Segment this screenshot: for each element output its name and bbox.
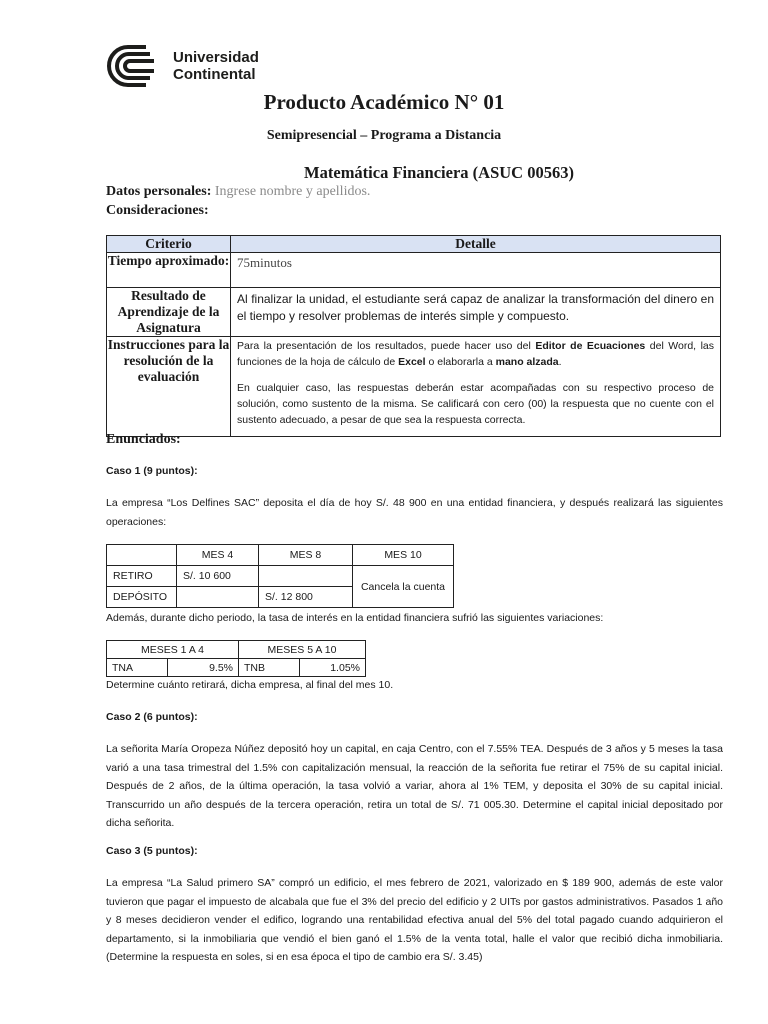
name-input-placeholder[interactable]: Ingrese nombre y apellidos. [214, 184, 371, 199]
rates-table [106, 640, 366, 677]
table-cell: MES 10 [353, 545, 454, 566]
table-cell: MES 8 [259, 545, 353, 566]
criterion-cell: Instrucciones para la resolución de la evaluación [107, 337, 231, 437]
criteria-header-criterion: Criterio [107, 236, 231, 253]
table-cell [259, 566, 353, 587]
table-cell: TNA [107, 659, 168, 677]
document-title: Producto Académico N° 01 [263, 90, 505, 114]
table-cell: MES 4 [177, 545, 259, 566]
logo-wordmark: Universidad Continental [173, 49, 259, 83]
criterion-cell: Resultado de Aprendizaje de la Asignatura [107, 288, 231, 337]
case2-text: La señorita María Oropeza Núñez depositó hoy un capital, en caja Centro, con el 7.55% TEA. Después de 3 años y 5 meses la tasa varió a una tasa trimestral del 1.5% con capitalización mensual, la reacción de la señorita fue retirar el 75% de su capital inicial. Después de 2 años, de la última operación, la tasa volvió a variar, ahora al 1% TEM, y deposita el 30% de su capital inicial. Transcurrido un año después de la tercera operación, retira un total de S/. 71 005.30. Determine el capital inicial depositado por dicha señorita. [106, 743, 723, 829]
instructions-paragraph: En cualquier caso, las respuestas deberán estar acompañadas con su respectivo proceso de solución, como sustento de la misma. Se calificará con cero (00) la respuesta que no cuente con el sustento adecuado, a pesar de que sea la respuesta correcta. [237, 382, 714, 426]
table-cell: 9.5% [168, 659, 239, 677]
course-name: Matemática Financiera (ASUC 00563) [304, 163, 574, 182]
personal-data-label: Datos personales: [106, 184, 212, 199]
case1-text: La empresa “Los Delfines SAC” deposita el día de hoy S/. 48 900 en una entidad financiera, y después realizará las siguientes operaciones: [106, 497, 723, 528]
case1-text2: Además, durante dicho periodo, la tasa de interés en la entidad financiera sufrió las siguientes variaciones: [106, 612, 604, 624]
case3-heading: Caso 3 (5 puntos): [106, 845, 198, 857]
table-cell: 1.05% [300, 659, 366, 677]
criterion-cell: Tiempo aproximado: [107, 253, 231, 288]
personal-data-line [106, 184, 370, 200]
table-cell [177, 587, 259, 608]
continental-logo-icon [106, 44, 164, 88]
table-cell: S/. 10 600 [177, 566, 259, 587]
case1-question: Determine cuánto retirará, dicha empresa, al final del mes 10. [106, 679, 394, 691]
criteria-header-detail: Detalle [231, 236, 721, 253]
table-row [107, 337, 721, 437]
detail-cell: Al finalizar la unidad, el estudiante será capaz de analizar la transformación del dinero en el tiempo y resolver problemas de interés simple y compuesto. [231, 288, 721, 337]
table-row [107, 566, 454, 587]
instructions-paragraph: Para la presentación de los resultados, puede hacer uso del Editor de Ecuaciones del Word, las funciones de la hoja de cálculo de Excel o elaborarla a mano alzada. [237, 340, 715, 368]
table-row [107, 641, 366, 659]
table-cell: DEPÓSITO [107, 587, 177, 608]
table-row [107, 545, 454, 566]
considerations-heading: Consideraciones: [106, 203, 209, 218]
table-cell: Cancela la cuenta [353, 566, 454, 608]
case1-heading: Caso 1 (9 puntos): [106, 465, 198, 477]
table-cell: MESES 1 A 4 [107, 641, 239, 659]
criteria-table [106, 235, 721, 437]
table-cell: TNB [239, 659, 300, 677]
university-logo [106, 44, 266, 88]
case2-heading: Caso 2 (6 puntos): [106, 711, 198, 723]
statements-heading: Enunciados: [106, 432, 181, 447]
table-row [107, 288, 721, 337]
table-row [107, 253, 721, 288]
detail-cell [231, 337, 721, 437]
table-row [107, 659, 366, 677]
table-cell [107, 545, 177, 566]
document-subtitle: Semipresencial – Programa a Distancia [266, 128, 502, 143]
table-cell: S/. 12 800 [259, 587, 353, 608]
case3-text: La empresa “La Salud primero SA” compró un edificio, el mes febrero de 2021, valorizado en $ 189 900, además de este valor tuvieron que pagar el impuesto de alcabala que fue el 3% del precio del edificio y 2 UITs por gastos administrativos. Pasados 1 año y 8 meses decidieron vender el edifico, logrando una rentabilidad efectiva anual del 5% del total pagado cuando adquirieron el departamento, si la inmobiliaria que vendió el bien ganó el 1.5% de la venta total, halle el valor que recibió dicha inmobiliaria. (Determine la respuesta en soles, si en esa época el tipo de cambio era S/. 3.45) [106, 877, 723, 963]
table-cell: MESES 5 A 10 [239, 641, 366, 659]
operations-table [106, 544, 454, 608]
detail-cell: 75minutos [231, 253, 721, 288]
table-cell: RETIRO [107, 566, 177, 587]
